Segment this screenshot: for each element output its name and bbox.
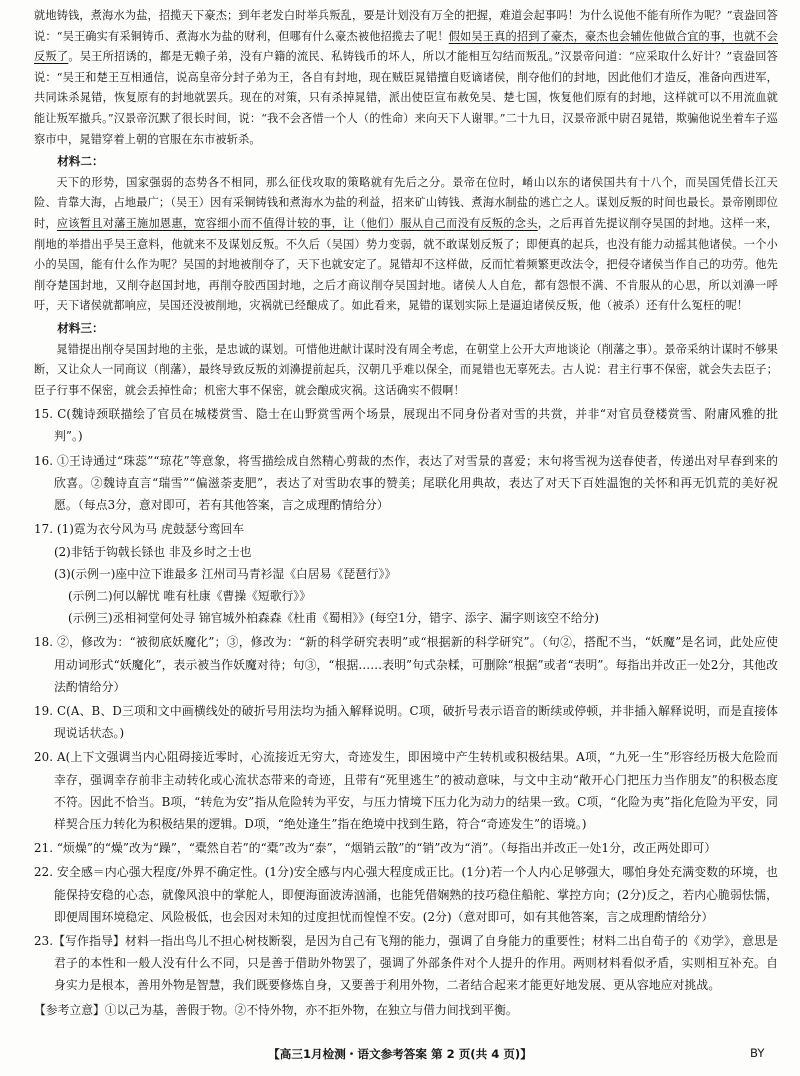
material2-text-a: 天下的形势，国家强弱的态势各不相同，那么征伐攻取的策略就有先后之分。景帝在位时，崤山以东的诸侯国共有十八个，而吴国凭借长江天险、肯靠大海，占地最广；（吴王）因有采铜铸钱和煮海水为盐的利益，招来矿山铸钱、煮海水制盐的逃亡之人。谋划反叛的时间也最长。景帝刚即位时， [34,175,778,230]
answer-17-line-1: 17. (1)霓为衣兮风为马 虎鼓瑟兮鸾回车 [34,522,245,537]
answer-17-line-2: (2)非铦于钩戟长铩也 非及乡时之士也 [54,544,252,559]
material2-heading: 材料二： [57,154,104,169]
answer-17-line-5: (示例三)丞相祠堂何处寻 锦官城外柏森森《杜甫《蜀相》》(每空1分，错字、添字、漏字则该空不给分) [68,611,600,626]
answer-17-line-4: (示例二)何以解忧 唯有杜康《曹操《短歌行》》 [68,588,311,603]
material2-underlined-sentence: 应该暂且对藩王施加恩惠，宽容细小而不值得计较的事，让（他们）服从自己而没有反叛的念头 [56,216,538,230]
material1-text-a: 就地铸钱，煮海水为盐，招揽天下豪杰；到年老发白时举兵叛乱，要是计划没有万全的把握，难道会起事吗！为什么说他不能有所作为呢？”袁盎回答说：“吴王确实有采铜铸币、煮海水为盐的财利，但哪有什么豪杰被他招揽去了呢！ [34,9,778,43]
material2-paragraph [34,173,778,317]
answer-list [34,403,778,1020]
material3-heading: 材料三： [57,320,104,335]
material1-closing-paragraph [34,6,778,150]
page-content [34,6,778,1021]
answer-20: 20. A(上下文强调当内心阻碍接近零时，心流接近无穷大，奇迹发生，即困境中产生转机或积极结果。A项，“九死一生”形容经历极大危险而幸存，强调幸存前非主动转化或心流状态带来的奇迹，且带有“死里逃生”的被动意味，与文中主动“敞开心门把压力当作朋友”的积极态度不符。因此不恰当。B项，“转危为安”指从危险转为平安，与压力情境下压力化为动力的结果一致。C项，“化险为夷”指化危险为平安，同样契合压力转化为积极结果的逻辑。D项，“绝处逢生”指在绝境中找到生路，符合“奇迹发生”的语境。) [34,750,778,831]
answer-17-line-3: (3)(示例一)座中泣下谁最多 江州司马青衫湿《白居易《琵琶行》》 [54,566,397,581]
page-footer: 【高三1月检测・语文参考答案 第 2 页(共 4 页)】 [268,1047,532,1061]
material1-text-b: 。吴王所招诱的，都是无赖子弟，没有户籍的流民、私铸钱币的坏人，所以才能相互勾结而叛乱。”汉景帝问道：“应采取什么好计？”袁盎回答说：“吴王和楚王互相通信，说高皇帝分封子弟为王，各自有封地，现在贼臣晁错擅自贬谪诸侯，削夺他们的封地，因此他们才造反，准备向西进军，共同诛杀晁错，恢复原有的封地就罢兵。现在的对策，只有杀掉晁错，派出使臣宣布赦免吴、楚七国，恢复他们原有的封地，这样就可以不用流血就能让叛军撤兵。”汉景帝沉默了很长时间，说：“我不会吝惜一个人（的性命）来向天下人谢罪。”二十九日，汉景帝派中尉召晁错，欺骗他说坐着车子巡察市中，晁错穿着上朝的官服在东市被斩杀。 [34,50,778,146]
answer-21: 21. “烦燥”的“燥”改为“躁”，“橐然自若”的“橐”改为“泰”，“烟销云散”的“销”改为“消”。（每指出并改正一处1分，改正两处即可） [34,841,717,856]
answer-22: 22. 安全感＝内心强大程度/外界不确定性。(1分)安全感与内心强大程度成正比。(1分)若一个人内心足够强大，哪怕身处充满变数的环境，也能保持安稳的心态，就像风浪中的掌舵人，即便海面波涛汹涌，也能凭借娴熟的技巧稳住船舵、掌控方向；(2分)反之，若内心脆弱怯懦，即便周围环境稳定、风险极低，也会因对未知的过度担忧而惶惶不安。(2分)（意对即可，如有其他答案，言之成理酌情给分） [34,865,778,924]
answer-19: 19. C(A、B、D三项和文中画横线处的破折号用法均为插入解释说明。C项，破折号表示语音的断续或停顿，并非插入解释说明，而是直接体现说话状态。) [34,703,778,741]
answer-23: 23.【写作指导】材料一指出鸟儿不担心树枝断裂，是因为自己有飞翔的能力，强调了自身能力的重要性；材料二出自荀子的《劝学》，意思是君子的本性和一般人没有什么不同，只是善于借助外物罢了，强调了外部条件对个人提升的作用。两则材料看似矛盾，实则相互补充。自身实力是根本，善用外物是智慧，我们既要修炼自身，又要善于利用外物，二者结合起来才能更好地发展、更从容地应对挑战。 [34,933,778,993]
material1-underlined-sentence: 假如吴王真的招到了豪杰，豪杰也会辅佐他做合宜的事，也就不会反叛了 [34,29,778,64]
answer-23-reference: 【参考立意】①以己为基，善假于物。②不恃外物，亦不拒外物，在独立与借力间找到平衡。 [34,1002,518,1017]
answer-15: 15. C(魏诗颈联描绘了官员在城楼赏雪、隐士在山野赏雪两个场景，展现出不同身份者对雪的共赏，并非“对官员登楼赏雪、附庸风雅的批判”。) [34,407,778,444]
material2-text-b: ，之后再首先提议削夺吴国的封地。这样一来，削地的举措出乎吴王意料，他就来不及谋划反叛。不久后（吴国）势力变弱，就不敢谋划反叛了；即便真的起兵，也没有能力动摇其他诸侯。一个小小的吴国，能有什么作为呢？吴国的封地被削夺了，天下也就安定了。晁错却不这样做，反而忙着频繁更改法令，把侵夺诸侯当作自己的功劳。他先削夺楚国封地，又削夺赵国封地，再削夺胶西国封地，之后才商议削夺吴国封地。诸侯人人自危，都有怨恨不满、不肯服从的心思，所以刘濞一呼吁，天下诸侯就都响应，吴国还没被削地，灾祸就已经酿成了。如此看来，晁错的谋划实际上是逼迫诸侯反叛，他（被杀）还有什么冤枉的呢！ [34,216,778,313]
answer-16: 16. ①王诗通过“珠蕊”“琼花”等意象，将雪描绘成自然精心剪裁的杰作，表达了对雪景的喜爱；末句将雪视为送春使者，传递出对早春到来的欣喜。②魏诗直言“瑞雪”“偏滋荼麦肥”，表达了对雪助农事的赞美；尾联化用典故，表达了对天下百姓温饱的关怀和再无饥荒的美好祝愿。（每点3分，意对即可，若有其他答案，言之成理酌情给分） [34,453,778,513]
footer-code: BY [750,1046,765,1060]
answer-18: 18. ②，修改为：“被彻底妖魔化”；③，修改为：“新的科学研究表明”或“根据新的科学研究”。（句②，搭配不当，“妖魔”是名词，此处应使用动词形式“妖魔化”，表示被当作妖魔对待；句③，“根据……表明”句式杂糅，可删除“根据”或者“表明”。每指出并改正一处2分，其他改法酌情给分） [34,635,778,694]
material3-paragraph: 晁错提出削夺吴国封地的主张，是忠诚的谋划。可惜他进献计谋时没有周全考虑，在朝堂上公开大声地谈论（削藩之事）。景帝采纳计谋时不够果断，又让众人一同商议（削藩），最终导致反叛的刘濞提前起兵，汉朝几乎难以保全，而晁错也无辜死去。古人说：君主行事不保密，就会失去臣子；臣子行事不保密，就会丢掉性命；机密大事不保密，就会酿成灾祸。这话确实不假啊！ [34,342,778,397]
